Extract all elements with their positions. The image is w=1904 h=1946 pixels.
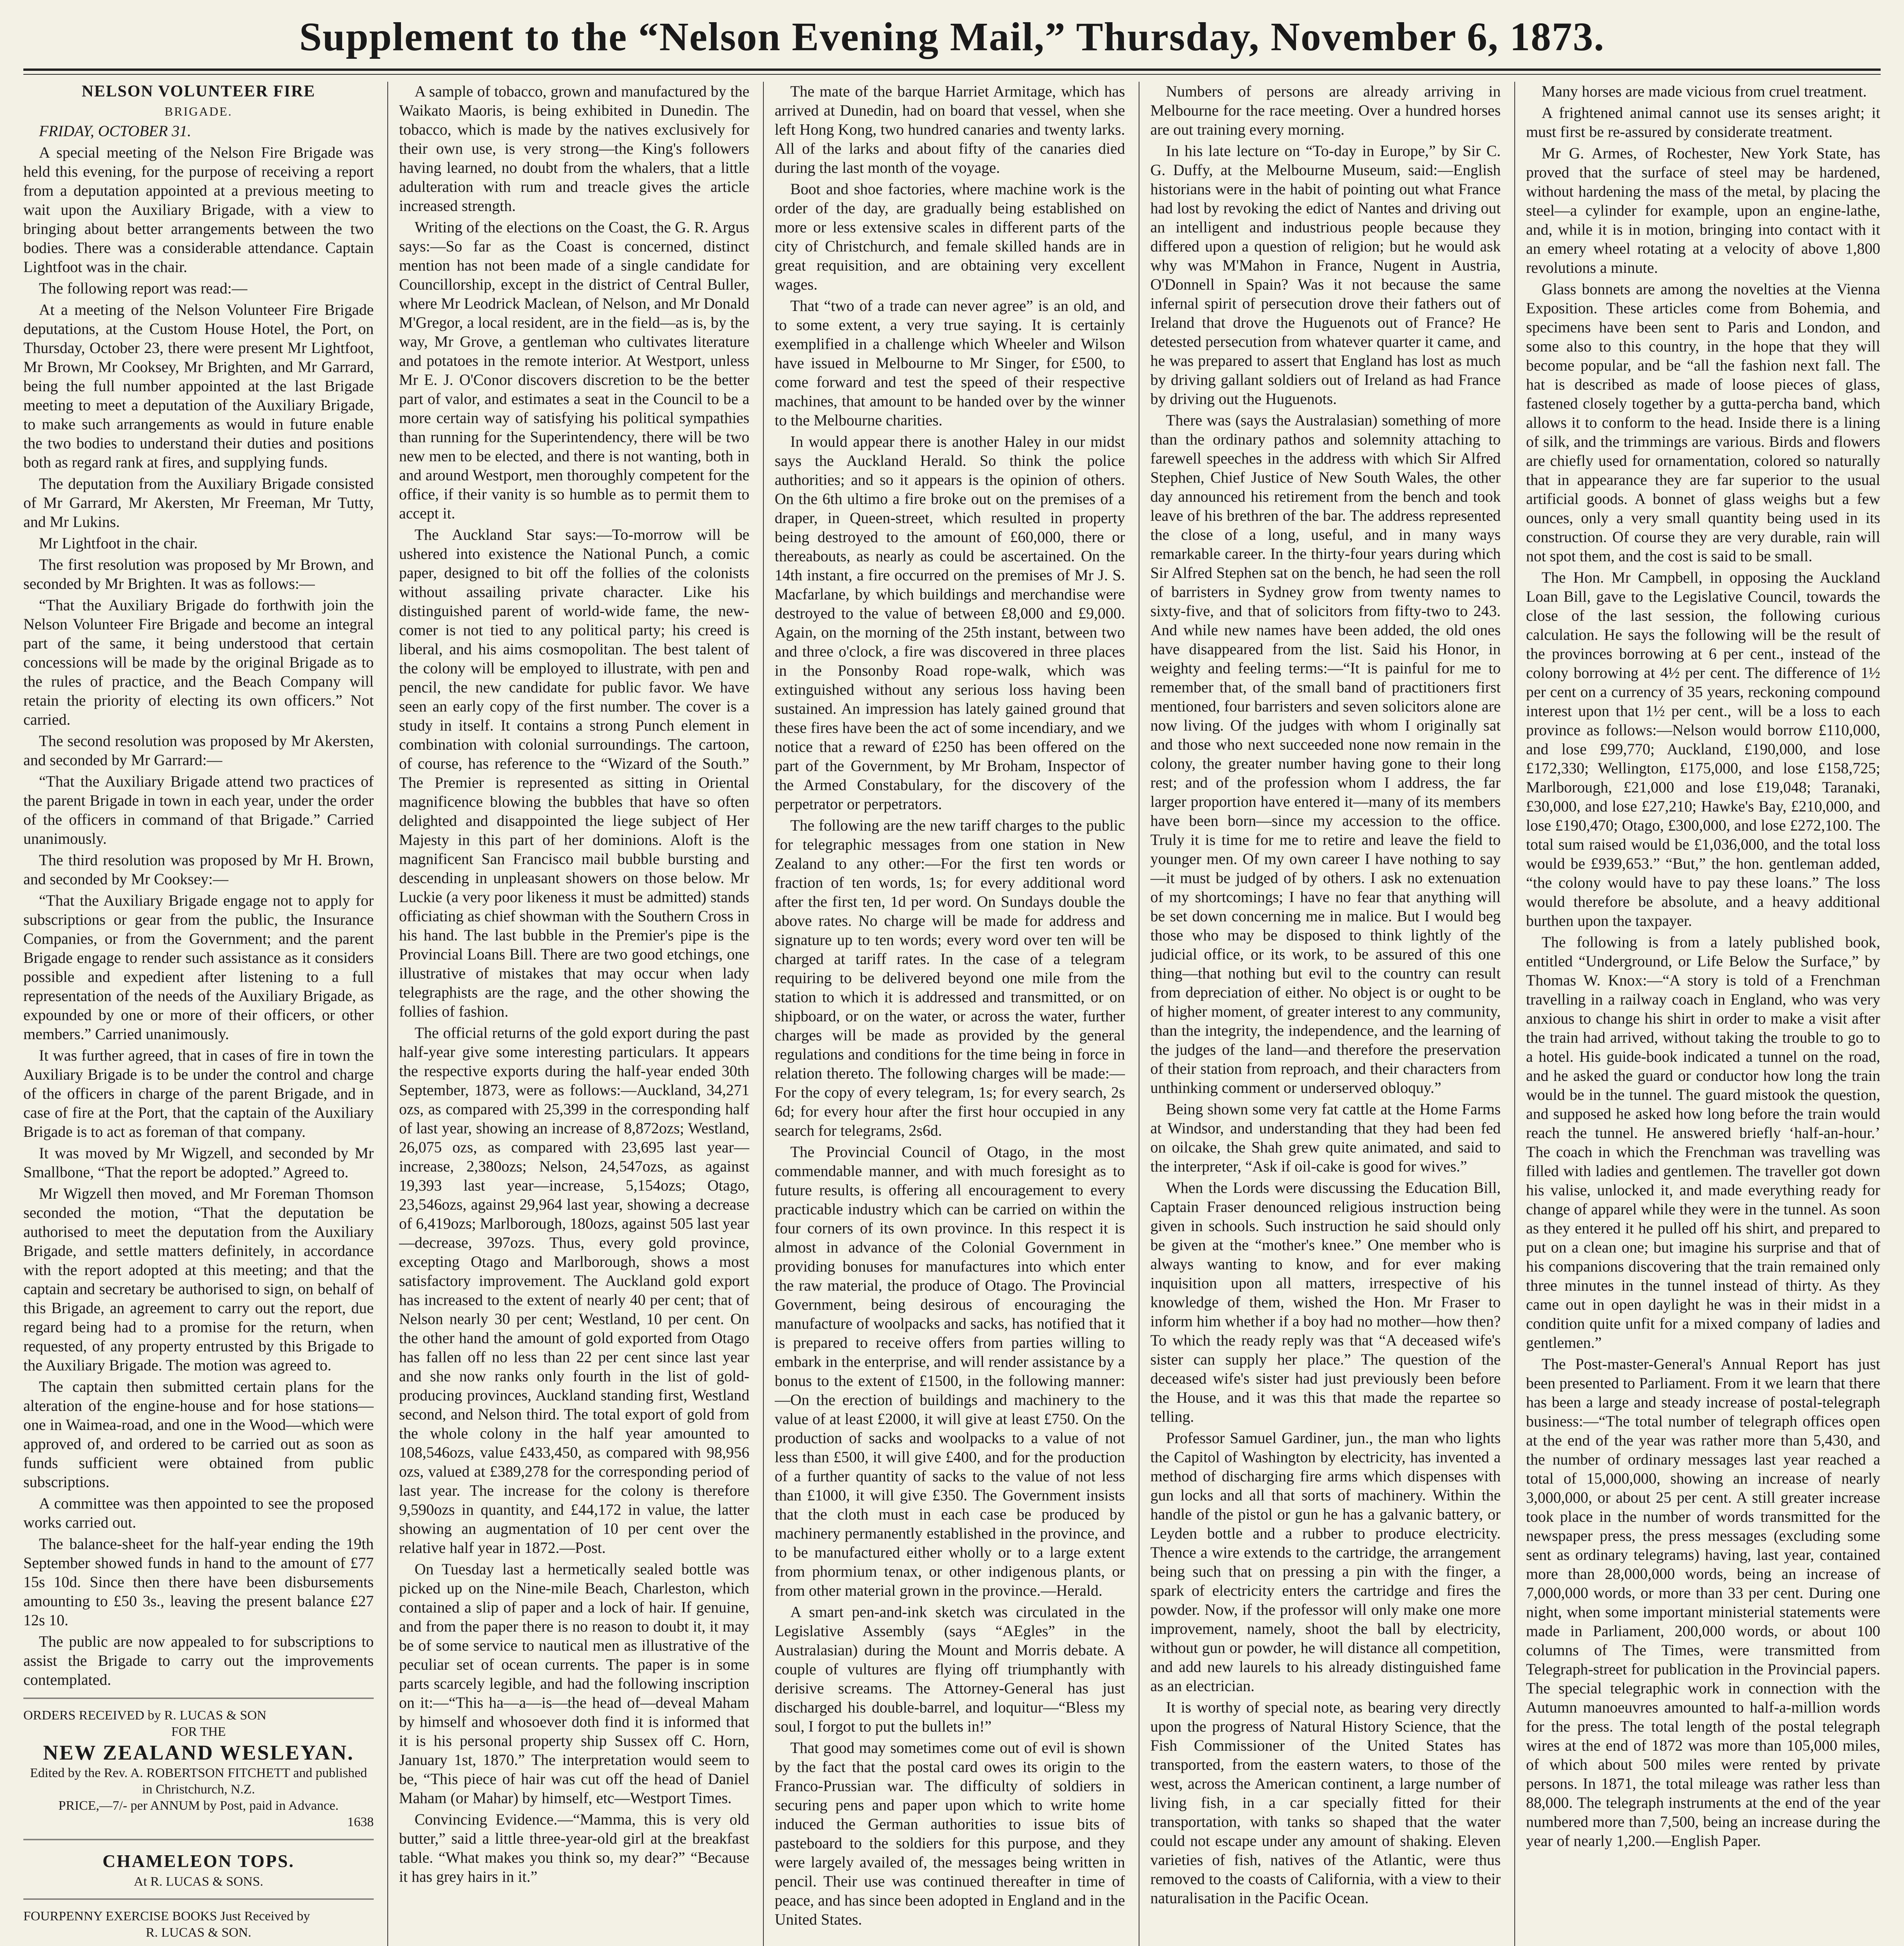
article-paragraph: Mr Wigzell then moved, and Mr Foreman Thomson seconded the motion, “That the deputation be authorised to meet the deputation from the Auxiliary Brigade, and settle matters definitely, in accordance with the report adopted at this meeting; and that the captain and secretary be authorised to sign, on behalf of this Brigade, an agreement to carry out the report, due regard being had to a promise for the return, when requested, of any property entrusted by this Brigade to the Auxiliary Brigade. The motion was agreed to. bbox=[23, 1185, 374, 1374]
article-paragraph: That good may sometimes come out of evil is shown by the fact that the postal card owes its origin to the Franco-Prussian war. The difficulty of soldiers in securing pens and paper upon which to write home induced the German authorities to issue bits of pasteboard to the soldiers for this purpose, and they were largely availed of, the messages being written in pencil. Their use was continued thereafter in time of peace, and has since been adopted in England and in the United States. bbox=[775, 1739, 1125, 1928]
ad-title: CHAMELEON TOPS. bbox=[102, 1851, 295, 1871]
article-paragraph: Glass bonnets are among the novelties at the Vienna Exposition. These articles come from Bohemia, and specimens have been sent to Paris and London, and some also to this country, in the hope that they will become popular, and be “all the fashion next fall. The hat is described as made of loose pieces of glass, fastened closely together by a gutta-percha band, which allows it to conform to the head. Inside there is a lining of silk, and the trimmings are various. Birds and flowers are chiefly used for ornamentation, colored so naturally that in appearance they are far superior to the usual artificial goods. A bonnet of glass weighs but a few ounces, only a very small quantity being used in its construction. Of course they are very durable, rain will not spot them, and the cost is said to be small. bbox=[1526, 280, 1880, 565]
article-paragraph: At a meeting of the Nelson Volunteer Fire Brigade deputations, at the Custom House Hotel, the Port, on Thursday, October 23, there were present Mr Lightfoot, Mr Brown, Mr Cooksey, Mr Brighten, and Mr Garrard, being the full number appointed at the last Brigade meeting to meet a deputation of the Auxiliary Brigade, to make such arrangements as would in future enable the two bodies to understand their duties and positions both as regard rank at fires, and supplying funds. bbox=[23, 301, 374, 471]
article-paragraph: When the Lords were discussing the Education Bill, Captain Fraser denounced religious instruction being given in schools. Such instruction he said should only be given at the “mother's knee.” One member who is always wanting to know, and for ever making inquisition upon all matters, irrespective of his knowledge of them, wished the Hon. Mr Fraser to inform him whether if a boy had no mother—how then? To which the ready reply was that “A deceased wife's sister can supply her place.” The question of the deceased wife's sister had just previously been before the House, and it was this that made the repartee so telling. bbox=[1150, 1179, 1501, 1425]
article-paragraph: The mate of the barque Harriet Armitage, which has arrived at Dunedin, had on board that vessel, when she left Hong Kong, two hundred canaries and twenty larks. All of the larks and about fifty of the canaries died during the last month of the voyage. bbox=[775, 83, 1125, 176]
article-paragraph: A committee was then appointed to see the proposed works carried out. bbox=[23, 1495, 374, 1531]
ad-line: FOR THE bbox=[171, 1725, 226, 1739]
article-paragraph: The Hon. Mr Campbell, in opposing the Auckland Loan Bill, gave to the Legislative Council, towards the close of the last session, the following curious calculation. He says the following will be the result of the provinces borrowing at 6 per cent., instead of the colony borrowing at 4½ per cent. The difference of 1½ per cent on a currency of 35 years, reckoning compound interest upon that 1½ per cent., will be a loss to each province as follows:—Nelson would borrow £110,000, and lose £99,770; Auckland, £190,000, and lose £172,330; Wellington, £175,000, and lose £158,725; Marlborough, £21,000 and lose £19,048; Taranaki, £30,000, and lose £27,210; Hawke's Bay, £210,000, and lose £190,470; Otago, £300,000, and lose £272,100. The total sum raised would be £1,036,000, and the total loss would be £939,653.” “But,” the hon. gentleman added, “the colony would have to pay these loans.” The loss would therefore be absolute, and a heavy additional burthen upon the taxpayer. bbox=[1526, 569, 1880, 929]
ad-line: ORDERS RECEIVED by R. LUCAS & SON bbox=[23, 1708, 267, 1723]
ad-line: R. LUCAS & SON. bbox=[146, 1925, 251, 1940]
masthead-title: Supplement to the “Nelson Evening Mail,” Thursday, November 6, 1873. bbox=[299, 14, 1605, 59]
article-paragraph: It was further agreed, that in cases of fire in town the Auxiliary Brigade is to be under the control and charge of the officers in charge of the parent Brigade, and in case of fire at the Port, that the captain of the Auxiliary Brigade is to act as foreman of that company. bbox=[23, 1047, 374, 1140]
article-paragraph: Mr G. Armes, of Rochester, New York State, has proved that the surface of steel may be hardened, without hardening the mass of the metal, by placing the steel—a cylinder for example, upon an engine-lathe, and, while it is in motion, bringing into contact with it an emery wheel rotating at a velocity of above 1,800 revolutions a minute. bbox=[1526, 144, 1880, 276]
column-3 bbox=[775, 82, 1125, 1946]
advertisement-wesleyan bbox=[23, 1707, 374, 1830]
article-paragraph: The second resolution was proposed by Mr Akersten, and seconded by Mr Garrard:— bbox=[23, 732, 374, 769]
divider bbox=[23, 1698, 374, 1699]
article-paragraph: “That the Auxiliary Brigade engage not to apply for subscriptions or gear from the public, the Insurance Companies, or from the Government; and the parent Brigade engage to render such assistance as it considers possible and expedient after listening to a full representation of the needs of the Auxiliary Brigade, as expounded by one or more of their officers, or other members.” Carried unanimously. bbox=[23, 892, 374, 1043]
ad-code: 1638 bbox=[347, 1815, 374, 1829]
article-dateline: FRIDAY, OCTOBER 31. bbox=[39, 122, 192, 140]
article-paragraph: “That the Auxiliary Brigade do forthwith join the Nelson Volunteer Fire Brigade and become an integral part of the same, it being understood that certain concessions will be made by the original Brigade as to the rules of practice, and the Beach Company will retain the priority of electing its own officers.” Not carried. bbox=[23, 596, 374, 728]
column-5 bbox=[1526, 82, 1880, 1946]
article-paragraph: That “two of a trade can never agree” is an old, and to some extent, a very true saying. It is certainly exemplified in a challenge which Wheeler and Wilson have issued in Melbourne to Mr Singer, for £500, to come forward and test the speed of their respective machines, that amount to be handed over by the winner to the Melbourne charities. bbox=[775, 297, 1125, 429]
article-paragraph: “That the Auxiliary Brigade attend two practices of the parent Brigade in town in each year, under the order of the officers in command of that Brigade.” Carried unanimously. bbox=[23, 773, 374, 847]
advertisement-chameleon bbox=[23, 1849, 374, 1890]
article-paragraph: Writing of the elections on the Coast, the G. R. Argus says:—So far as the Coast is concerned, distinct mention has not been made of a single candidate for Councillorship, except in the district of Central Buller, where Mr Leodrick Maclean, of Nelson, and Mr Donald M'Gregor, a local resident, are in the field—as is, by the way, Mr Grove, a gentleman who cultivates literature and potatoes in the remote interior. At Westport, unless Mr E. J. O'Conor discovers discretion to be the better part of valor, and estimates a seat in the Council to be a more certain way of satisfying his political sympathies than running for the Superintendency, there will be two new men to be elected, and there is not wanting, both in and around Westport, men thoroughly competent for the office, if their vanity is so humble as to permit them to accept it. bbox=[399, 218, 749, 522]
article-body bbox=[23, 143, 374, 1689]
article-paragraph: The public are now appealed to for subscriptions to assist the Brigade to carry out the improvements contemplated. bbox=[23, 1633, 374, 1688]
article-paragraph: The following report was read:— bbox=[39, 279, 248, 297]
advertisement-exercise-books bbox=[23, 1908, 374, 1941]
article-paragraph: A frightened animal cannot use its senses aright; it must first be re-assured by considerate treatment. bbox=[1526, 104, 1880, 141]
column-2 bbox=[399, 82, 749, 1946]
masthead-rule-thin bbox=[23, 74, 1881, 75]
ad-title: NEW ZEALAND WESLEYAN. bbox=[43, 1741, 354, 1764]
column-rule bbox=[387, 82, 388, 1946]
article-body bbox=[1150, 82, 1501, 1907]
article-body bbox=[775, 82, 1125, 1929]
divider bbox=[23, 1899, 374, 1900]
article-paragraph: There was (says the Australasian) something of more than the ordinary pathos and solemnity attaching to farewell speeches in the address with which Sir Alfred Stephen, Chief Justice of New South Wales, the other day announced his retirement from the bench and took leave of his brethren of the bar. The address represented the close of a long, useful, and in many ways remarkable career. In the thirty-four years during which Sir Alfred Stephen sat on the bench, he had seen the roll of barristers in Sydney grow from twenty names to sixty-five, and that of solicitors from fifty-two to 243. And while new names have been added, the old ones have disappeared from the list. Said his Honor, in weighty and feeling terms:—“It is painful for me to remember that, of the small band of practitioners first mentioned, four barristers and seven solicitors alone are now living. Of the judges with whom I originally sat and those who next succeeded none now remain in the colony, the greater number having gone to their long rest; and of the profession whom I address, the far larger proportion have entered it—many of its members have been born—since my accession to the office. Truly it is time for me to retire and leave the field to younger men. Of my own career I have nothing to say—it must be judged of by others. I ask no extenuation of my shortcomings; I have no fear that anything will be set down concerning me in malice. But I would beg those who may be disposed to think lightly of the judicial office, or its work, to be assured of this one thing—that nothing but evil to the country can result from depreciation of either. No object is or ought to be of higher moment, of greater interest to any community, than the integrity, the independence, and the learning of the judges of the land—and therefore the preservation of their station from reproach, and their characters from unthinking comment or underserved obloquy.” bbox=[1150, 411, 1501, 1096]
article-paragraph: Mr Lightfoot in the chair. bbox=[39, 534, 198, 552]
article-paragraph: The Auckland Star says:—To-morrow will be ushered into existence the National Punch, a comic paper, designed to bit off the follies of the colonists without assailing private character. Like his distinguished parent of world-wide fame, the new-comer is not tied to any political party; his creed is liberal, and his aims cosmopolitan. The best talent of the colony will be employed to illustrate, with pen and pencil, the new candidate for public favor. We have seen an early copy of the first number. The cover is a study in itself. It contains a strong Punch element in combination with colonial surroundings. The cartoon, of course, has reference to the “Wizard of the South.” The Premier is represented as sitting in Oriental magnificence blowing the bubbles that have so often delighted and disappointed the liege subject of Her Majesty in this part of her dominions. Aloft is the magnificent San Francisco mail bubble bursting and descending in unpleasant showers on those below. Mr Luckie (a very poor likeness it must be admitted) stands officiating as chief showman with the Southern Cross in his hand. The last bubble in the Premier's pipe is the Provincial Loans Bill. There are two good etchings, one illustrative of mistakes that may occur when lady telegraphists are the rage, and the other showing the follies of fashion. bbox=[399, 526, 749, 1020]
article-paragraph: The Provincial Council of Otago, in the most commendable manner, and with much foresight as to future results, is offering all encouragement to every practicable industry which can be carried on within the four corners of its own province. In this respect it is almost in advance of the Colonial Government in providing bonuses for manufactures into which enter the raw material, the produce of Otago. The Provincial Government, being desirous of encouraging the manufacture of woolpacks and sacks, has notified that it is prepared to receive offers from parties willing to embark in the enterprise, and will render assistance by a bonus to the extent of £1500, in the following manner:—On the erection of buildings and machinery to the value of at least £2000, it will give at least £750. On the production of sacks and woolpacks to a value of not less than £500, it will give £400, and for the production of a further quantity of sacks to the value of not less than £1000, it will give £350. The Government insists that the cloth must in each case be produced by machinery permanently established in the province, and to be manufactured either wholly or to a large extent from phormium tenax, or other indigenous plants, or from other material grown in the province.—Herald. bbox=[775, 1143, 1125, 1599]
ad-title: FOURPENNY EXERCISE BOOKS Just Received by bbox=[23, 1909, 310, 1923]
article-body bbox=[399, 82, 749, 1886]
article-paragraph: It is worthy of special note, as bearing very directly upon the progress of Natural History Science, that the Fish Commissioner of the United States has transported, from the eastern waters, to those of the west, across the American continent, a large number of living fish, in a car specially fitted for their transportation, with tanks so shaped that the water could not escape under any amount of shaking. Eleven varieties of fish, natives of the Atlantic, were thus removed to the coasts of California, with a view to their naturalisation in the Pacific Ocean. bbox=[1150, 1698, 1501, 1907]
article-paragraph: The following are the new tariff charges to the public for telegraphic messages from one station in New Zealand to any other:—For the first ten words or fraction of ten words, 1s; for every additional word after the first ten, 1d per word. On Sundays double the above rates. No charge will be made for address and signature up to ten words; every word over ten will be charged at tariff rates. In the case of a telegram requiring to be delivered beyond one mile from the station to which it is addressed and transmitted, or on shipboard, or on the water, or across the water, further charges will be made as provided by the general regulations and conditions for the time being in force in relation thereto. The following charges will be made:—For the copy of every telegram, 1s; for every search, 2s 6d; for every hour after the first hour occupied in any search for telegrams, 2s6d. bbox=[775, 817, 1125, 1139]
ad-line: PRICE,—7/- per ANNUM by Post, paid in Advance. bbox=[58, 1798, 339, 1813]
article-paragraph: The balance-sheet for the half-year ending the 19th September showed funds in hand to the amount of £77 15s 10d. Since then there have been disbursements amounting to £50 3s., leaving the present balance £27 12s 10. bbox=[23, 1535, 374, 1629]
ad-line: At R. LUCAS & SONS. bbox=[134, 1874, 264, 1889]
article-paragraph: The official returns of the gold export during the past half-year give some interesting particulars. It appears the respective exports during the half-year ended 30th September, 1873, were as follows:—Auckland, 34,271 ozs, as compared with 25,399 in the corresponding half of last year, showing an increase of 8,872ozs; Westland, 26,075 ozs, as compared with 23,695 last year—increase, 2,380ozs; Nelson, 24,547ozs, as against 19,393 last year—increase, 5,154ozs; Otago, 23,546ozs, against 29,964 last year, showing a decrease of 6,419ozs; Marlborough, 180ozs, against 505 last year—decrease, 397ozs. Thus, every gold province, excepting Otago and Marlborough, shows a most satisfactory improvement. The Auckland gold export has increased to the extent of nearly 40 per cent; that of Nelson nearly 30 per cent; Westland, 10 per cent. On the other hand the amount of gold exported from Otago has fallen off no less than 22 per cent since last year and she now ranks only fourth in the list of gold-producing provinces, Auckland standing first, Westland second, and Nelson third. The total export of gold from the whole colony in the half year amounted to 108,546ozs, value £433,450, as compared with 98,956 ozs, valued at £389,278 for the corresponding period of last year. The increase for the colony is therefore 9,590ozs in quantity, and £44,172 in value, the latter showing an augmentation of 10 per cent over the relative half year in 1872.—Post. bbox=[399, 1024, 749, 1556]
article-paragraph: The first resolution was proposed by Mr Brown, and seconded by Mr Brighten. It was as follows:— bbox=[23, 556, 374, 592]
columns bbox=[23, 82, 1881, 1946]
column-rule bbox=[1514, 82, 1515, 1946]
article-subheading: BRIGADE. bbox=[164, 104, 233, 118]
masthead-rule bbox=[23, 68, 1881, 71]
article-paragraph: The third resolution was proposed by Mr H. Brown, and seconded by Mr Cooksey:— bbox=[23, 851, 374, 888]
article-paragraph: On Tuesday last a hermetically sealed bottle was picked up on the Nine-mile Beach, Charleston, which contained a slip of paper and a lock of hair. If genuine, and from the paper there is no reason to doubt it, it may be of some service to nautical men as illustrative of the peculiar set of ocean currents. The paper is in some parts scarcely legible, and had the following inscription on it:—“This ha—a—is—the head of—deveal Maham by himself and whosoever doth find it is informed that it is his personal property ship Sussex off C. Horn, January 1st, 1870.” The interpretation would seem to be, “This piece of hair was cut off the head of Daniel Maham (or Mahar) by himself, etc—Westport Times. bbox=[399, 1560, 749, 1807]
article-paragraph: The captain then submitted certain plans for the alteration of the engine-house and for hose stations—one in Waimea-road, and one in the Wood—which were approved of, and ordered to be carried out as soon as funds sufficient were obtained from public subscriptions. bbox=[23, 1378, 374, 1491]
article-body bbox=[1526, 82, 1880, 1850]
article-paragraph: Professor Samuel Gardiner, jun., the man who lights the Capitol of Washington by electricity, has invented a method of discharging fire arms which dispenses with gun locks and all that sorts of machinery. Within the handle of the pistol or gun he has a galvanic battery, or Leyden bottle and a rubber to produce electricity. Thence a wire extends to the cartridge, the arrangement being such that on pressing a pin with the finger, a spark of electricity enters the cartridge and fires the powder. Now, if the professor will only make one more improvement, namely, shoot the ball by electricity, without gun or powder, he will distance all competition, and add new laurels to his already distinguished fame as an electrician. bbox=[1150, 1429, 1501, 1695]
article-paragraph: Being shown some very fat cattle at the Home Farms at Windsor, and understanding that they had been fed on oilcake, the Shah grew quite animated, and said to the interpreter, “Ask if oil-cake is good for wives.” bbox=[1150, 1100, 1501, 1175]
article-paragraph: A smart pen-and-ink sketch was circulated in the Legislative Assembly (says “AEgles” in the Australasian) during the Mount and Morris debate. A couple of vultures are flying off triumphantly with derisive screams. The Attorney-General has just discharged his double-barrel, and loquitur—“Bless my soul, I forgot to put the bullets in!” bbox=[775, 1603, 1125, 1735]
article-paragraph: A special meeting of the Nelson Fire Brigade was held this evening, for the purpose of receiving a report from a deputation appointed at a previous meeting to wait upon the Auxiliary Brigade, with a view to bringing about better arrangements between the two bodies. There was a considerable attendance. Captain Lightfoot was in the chair. bbox=[23, 144, 374, 276]
ad-line: Edited by the Rev. A. ROBERTSON FITCHETT and published in Christchurch, N.Z. bbox=[30, 1766, 367, 1797]
article-paragraph: Convincing Evidence.—“Mamma, this is very old butter,” said a little three-year-old girl at the breakfast table. “What makes you think so, my dear?” “Because it has grey hairs in it.” bbox=[399, 1811, 749, 1885]
article-paragraph: The following is from a lately published book, entitled “Underground, or Life Below the Surface,” by Thomas W. Knox:—“A story is told of a Frenchman travelling in a railway coach in England, who was very anxious to change his shirt in order to make a visit after the train had arrived, without taking the trouble to go to a hotel. His guide-book indicated a tunnel on the road, and he asked the guard or conductor how long the train would be in the tunnel. The guard mistook the question, and supposed he asked how long before the train would reach the tunnel. He answered briefly ‘half-an-hour.’ The coach in which the Frenchman was travelling was filled with ladies and gentlemen. The traveller got down his valise, unlocked it, and made everything ready for change of apparel while they were in the tunnel. As soon as they entered it he pulled off his shirt, and prepared to put on a clean one; but imagine his surprise and that of his companions discovering that the train remained only three minutes in the tunnel instead of thirty. As they came out in open daylight he was in their midst in a condition quite unfit for a mixed company of ladies and gentlemen.” bbox=[1526, 933, 1880, 1351]
column-rule bbox=[763, 82, 764, 1946]
column-1 bbox=[23, 82, 374, 1946]
article-paragraph: The deputation from the Auxiliary Brigade consisted of Mr Garrard, Mr Akersten, Mr Freeman, Mr Tutty, and Mr Lukins. bbox=[23, 475, 374, 530]
article-paragraph: Boot and shoe factories, where machine work is the order of the day, are gradually being established on more or less extensive scales in different parts of the city of Christchurch, and female skilled hands are in great requisition, and are obtaining very excellent wages. bbox=[775, 180, 1125, 293]
article-paragraph: Numbers of persons are already arriving in Melbourne for the race meeting. Over a hundred horses are out training every morning. bbox=[1150, 83, 1501, 138]
article-paragraph: In his late lecture on “To-day in Europe,” by Sir C. G. Duffy, at the Melbourne Museum, said:—English historians were in the habit of pointing out what France had lost by revoking the edict of Nantes and driving out an intelligent and industrious people because they differed upon a question of religion; but he would ask why was M'Mahon in France, Nugent in Austria, O'Donnell in Spain? Was it not because the same infernal spirit of persecution drove their fathers out of Ireland that drove the Huguenots out of France? He detested persecution from whatever quarter it came, and he was prepared to assert that England has lost as much by driving gallant soldiers out of Ireland as had France by driving out the Huguenots. bbox=[1150, 142, 1501, 407]
article-paragraph: A sample of tobacco, grown and manufactured by the Waikato Maoris, is being exhibited in Dunedin. The tobacco, which is made by the natives exclusively for their own use, is very strong—the King's followers having learned, no doubt from the whalers, that a little adulteration with rum and treacle gives the article increased strength. bbox=[399, 83, 749, 214]
article-paragraph: It was moved by Mr Wigzell, and seconded by Mr Smallbone, “That the report be adopted.” Agreed to. bbox=[23, 1144, 374, 1181]
masthead bbox=[23, 8, 1881, 66]
divider bbox=[23, 1839, 374, 1840]
column-4 bbox=[1150, 82, 1501, 1946]
article-paragraph: In would appear there is another Haley in our midst says the Auckland Herald. So think the police authorities; and so it appears is the opinion of others. On the 6th ultimo a fire broke out on the premises of a draper, in Queen-street, which resulted in property being destroyed to the amount of £60,000, there or thereabouts, as nearly as could be ascertained. On the 14th instant, a fire occurred on the premises of Mr J. S. Macfarlane, by which buildings and merchandise were destroyed to the value of between £8,000 and £9,000. Again, on the morning of the 25th instant, between two and three o'clock, a fire was discovered in three places in the Ponsonby Road rope-walk, which was extinguished without any serious loss having been sustained. An impression has lately gained ground that these fires have been the act of some incendiary, and we notice that a reward of £250 has been offered on the part of the Government, by Mr Broham, Inspector of the Armed Constabulary, for the discovery of the perpetrator or perpetrators. bbox=[775, 433, 1125, 813]
article-paragraph: Many horses are made vicious from cruel treatment. bbox=[1542, 83, 1867, 100]
article-paragraph: The Post-master-General's Annual Report has just been presented to Parliament. From it we learn that there has been a large and steady increase of postal-telegraph business:—“The total number of telegraph offices open at the end of the year was rather more than 5,430, and the number of ordinary messages last year reached a total of 15,000,000, showing an increase of nearly 3,000,000, or about 25 per cent. A still greater increase took place in the number of words transmitted for the newspaper press, the press messages (excluding some sent as ordinary telegrams) having, last year, contained more than 28,000,000 words, being an increase of 7,000,000 words, or more than 33 per cent. During one night, when some important ministerial statements were made in Parliament, 200,000 words, or about 100 columns of The Times, were transmitted from Telegraph-street for publication in the Provincial papers. The special telegraphic work in connection with the Autumn manoeuvres amounted to half-a-million words for the press. The total length of the postal telegraph wires at the end of 1872 was more than 105,000 miles, of which about 500 miles were rented by private persons. In 1871, the total mileage was rather less than 88,000. The telegraph instruments at the end of the year numbered more than 7,500, being an increase during the year of nearly 1,200.—English Paper. bbox=[1526, 1355, 1880, 1849]
article-heading: NELSON VOLUNTEER FIRE bbox=[81, 83, 316, 100]
